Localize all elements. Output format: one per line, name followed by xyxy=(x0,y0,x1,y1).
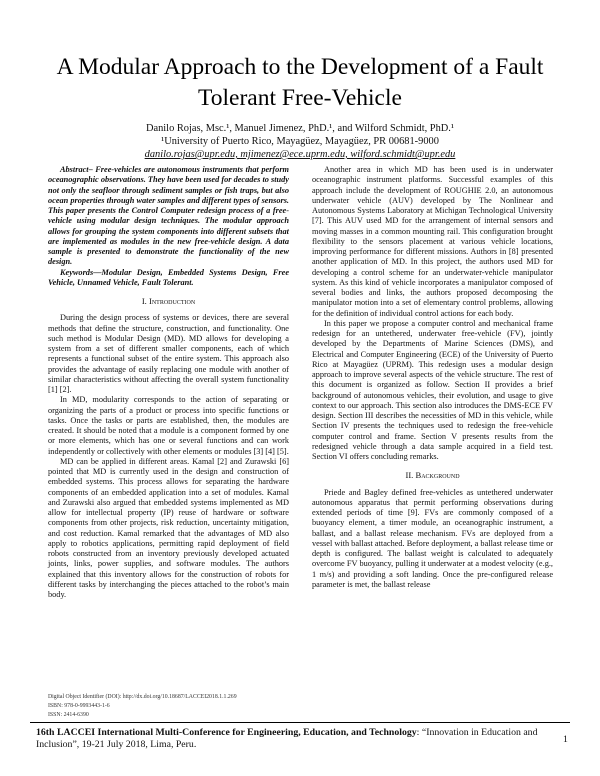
section-heading-introduction: I. Introduction xyxy=(141,296,196,306)
isbn-line: ISBN: 978-0-9993443-1-6 xyxy=(48,703,110,710)
body-paragraph: Priede and Bagley defined free-vehicles as untethered underwater autonomous apparatus that permit performing observations during extended periods of time [9]. FVs are commonly composed of a buoyancy element, a timer module, an oceanographic instrument, a ballast, and a ballast release mechanism. FVs are deployed from a vessel with ballast attached. Before deployment, a ballast release time or depth is configured. The ballast weight is calculated to adequately overcome FV buoyancy, pulling it underwater at a modest velocity (e.g., 1 m/s) and providing a soft landing. Once the pre-configured release parameter is met, the ballast release xyxy=(312,487,553,589)
abstract: Abstract– Free-vehicles are autonomous instruments that perform oceanographic observations. They have been used for decades to study not only the seafloor through sediment samples or fish traps, but also ocean properties through water samples and different types of sensors. This paper presents the Control Computer redesign process of a free-vehicle using modular design techniques. The modular approach allows for grouping the system components into different subsets that are implemented as modules in the new free-vehicle design. A data sample is presented to demonstrate the functionality of the new design. xyxy=(48,165,289,267)
author-emails[interactable]: danilo.rojas@upr.edu, mjimenez@ece.uprm.edu, wilford.schmidt@upr.edu xyxy=(144,149,456,160)
right-column xyxy=(312,165,553,590)
conference-footer xyxy=(36,727,556,751)
left-column xyxy=(48,165,289,600)
page-number: 1 xyxy=(563,734,568,745)
body-paragraph: In this paper we propose a computer control and mechanical frame redesign for an untethered, underwater free-vehicle (FV), jointly developed by the Departments of Marine Sciences (DMS), and Electrical and Computer Engineering (ECE) of the University of Puerto Rico at Mayagüez (UPRM). This redesign uses a modular design approach to improve several aspects of the vehicle structure. The rest of this document is organized as follow. Section II provides a brief background of autonomous vehicles, their evolution, and usage to give context to our approach. This section also introduces the DMS-ECE FV design. Section III describes the necessities of MD in this vehicle, while Section IV presents the techniques used to redesign the free-vehicle computer control and frame. Section V presents results from the redesigned vehicle through a data sample acquired in a field test. Section VI offers concluding remarks. xyxy=(312,318,553,461)
doi-line[interactable]: Digital Object Identifier (DOI): http://dx.doi.org/10.18687/LACCEI2018.1.1.269 xyxy=(48,694,237,700)
conference-edition: 16th xyxy=(36,727,55,738)
body-paragraph: MD can be applied in different areas. Kamal [2] and Zurawski [6] pointed that MD is currently used in the design and construction of embedded systems. This process allows for separating the hardware components of an embedded application into a set of modules. Kamal and Zurawski also argued that embedded systems implemented as MD allow for intellectual property (IP) reuse of hardware or software components from other projects, risk reduction, uncertainty mitigation, and cost reduction. Kamal remarked that the advantages of MD also apply to robotics applications, permitting rapid deployment of field robots constructed from an inventory previously developed actuated joints, links, power supplies, and software modules. The authors explained that this inventory allows for the construction of robots for different tasks by interchanging the pieces attached to the robot’s main body. xyxy=(48,456,289,599)
section-heading-background: II. Background xyxy=(405,470,460,481)
keywords: Keywords—Modular Design, Embedded Systems Design, Free Vehicle, Unnamed Vehicle, Fault Tolerant. xyxy=(48,267,289,287)
conference-details: : “Innovation in Education and Inclusion”, 19-21 July 2018, Lima, Peru. xyxy=(36,727,538,750)
footer-divider xyxy=(30,722,570,723)
author-names: Danilo Rojas, Msc.¹, Manuel Jimenez, PhD.¹, and Wilford Schmidt, PhD.¹ xyxy=(145,123,454,134)
body-paragraph: In MD, modularity corresponds to the action of separating or organizing the parts of a product or process into specific functions or tasks. Once the tasks or parts are established, then, the modules are created. It should be noted that a module is a component formed by one or more elements, which has one or several functions and can work independently or collectively with other elements or modules [3] [4] [5]. xyxy=(48,395,289,456)
body-paragraph: During the design process of systems or devices, there are several methods that define the structure, construction, and functionality. One such method is Modular Design (MD). MD allows for developing a system from a set of different smaller components, each of which represents a functional subset of the entire system. This approach also provides the advantage of easily replacing one module with another of similar characteristics without affecting the overall system functionality [1] [2]. xyxy=(48,313,289,394)
conference-name: LACCEI International Multi-Conference for Engineering, Education, and Technology xyxy=(54,727,417,738)
author-affiliation: ¹University of Puerto Rico, Mayagüez, Mayagüez, PR 00681-9000 xyxy=(161,136,439,147)
author-block xyxy=(20,122,580,161)
doi-block xyxy=(48,693,308,721)
body-paragraph: Another area in which MD has been used is in underwater oceanographic instrument platforms. Successful examples of this approach include the development of ROUGHIE 2.0, an autonomous underwater vehicle (AUV) developed by The Nonlinear and Autonomous Systems Laboratory at Michigan Technological University [7]. This AUV used MD for the arrangement of internal sensors and moving masses in a common mounting rail. This configuration brought flexibility to the sensors placement at various vehicle locations, improving performance for different missions. Authors in [8] presented another application of MD. In this project, the authors used MD for developing a control scheme for an underwater-vehicle manipulator system. As this kind of vehicle incorporates a manipulator composed of several bodies and links, the authors proposed decomposing the manipulator motion into a set of elementary control problems, allowing for the definition of individual control actions for each body. xyxy=(312,165,553,318)
paper-title: A Modular Approach to the Development of a Fault Tolerant Free-Vehicle xyxy=(56,54,544,111)
issn-line: ISSN: 2414-6390 xyxy=(48,712,89,719)
